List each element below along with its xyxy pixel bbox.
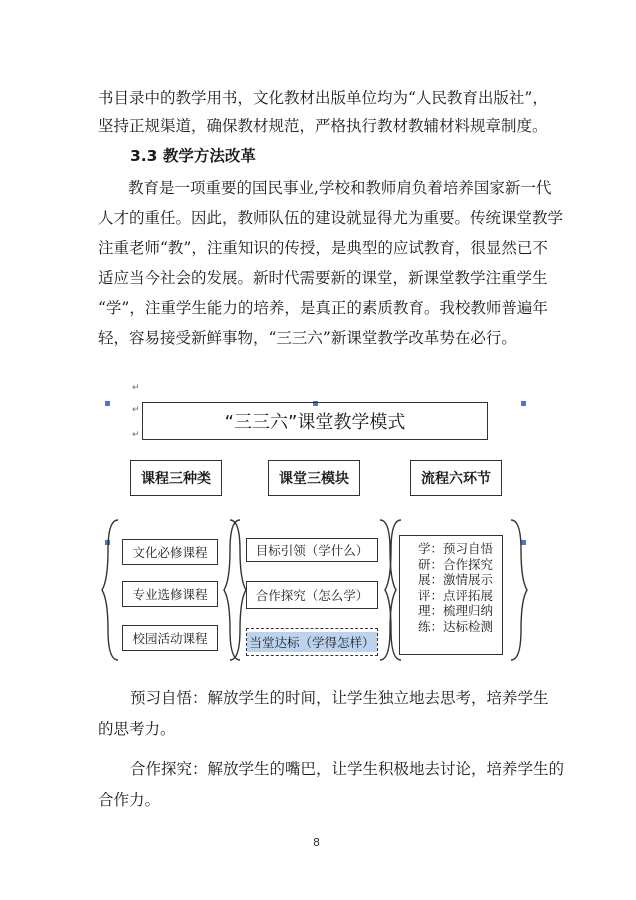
section-heading: 3.3 教学方法改革 (130, 147, 256, 165)
step-item: 练：达标检测 (418, 618, 494, 634)
text-line: 预习自悟：解放学生的时间，让学生独立地去思考，培养学生 (130, 689, 549, 707)
text-line: 人才的重任。因此，教师队伍的建设就显得尤为重要。传统课堂教学 (98, 209, 564, 227)
text-line: 适应当今社会的发展。新时代需要新的课堂，新课堂教学注重学生 (98, 269, 548, 287)
step-item: 展：激情展示 (418, 572, 494, 587)
paragraph-mark: ↵ (132, 405, 140, 415)
course-label: 专业选修课程 (132, 587, 208, 602)
header-label: 课程三种类 (141, 471, 211, 487)
step-item: 学：预习自悟 (418, 541, 494, 556)
header-label: 课堂三模块 (279, 471, 349, 487)
right-brace (380, 520, 396, 660)
module-label: 目标引领（学什么） (255, 543, 369, 558)
text-line: 合作力。 (98, 791, 161, 809)
text-line: 教育是一项重要的国民事业,学校和教师肩负着培养国家新一代 (128, 179, 552, 197)
course-label: 文化必修课程 (132, 545, 208, 560)
header-label: 流程六环节 (421, 471, 491, 487)
text-line: 合作探究：解放学生的嘴巴，让学生积极地去讨论，培养学生的 (130, 760, 565, 778)
course-label: 校园活动课程 (132, 631, 208, 646)
text-line: “学”，注重学生能力的培养，是真正的素质教育。我校教师普遍年 (98, 299, 548, 317)
paragraph-mark: ↵ (132, 383, 140, 393)
step-item: 理：梳理归纳 (418, 603, 494, 618)
text-line: 书目录中的教学用书，文化教材出版单位均为“人民教育出版社”， (98, 89, 548, 107)
course-item (122, 581, 218, 607)
text-line: 轻，容易接受新鲜事物，“三三六”新课堂教学改革势在必行。 (98, 329, 517, 347)
right-brace (230, 520, 246, 660)
teaching-model-diagram[interactable] (98, 380, 538, 680)
module-item (246, 581, 378, 609)
left-brace (102, 520, 118, 660)
module-label: 合作探究（怎么学） (255, 588, 369, 603)
left-brace (224, 520, 240, 660)
text-line: 的思考力。 (98, 720, 176, 738)
diagram-title: “三三六”课堂教学模式 (224, 412, 406, 433)
step-item: 研：合作探究 (418, 556, 494, 572)
course-item (122, 539, 218, 565)
steps-box (399, 535, 503, 655)
course-item (122, 625, 218, 651)
page-number: 8 (313, 836, 320, 849)
paragraph-mark: ↵ (132, 430, 140, 440)
step-item: 评：点评拓展 (418, 587, 494, 603)
module-label-highlighted: 当堂达标（学得怎样） (247, 632, 376, 652)
right-brace (511, 520, 527, 660)
module-item (246, 538, 378, 562)
text-line: 注重老师“教”，注重知识的传授，是典型的应试教育，很显然已不 (98, 239, 548, 257)
module-item-selected[interactable] (246, 628, 378, 656)
text-line: 坚持正规渠道，确保教材规范，严格执行教材教辅材料规章制度。 (98, 117, 548, 135)
